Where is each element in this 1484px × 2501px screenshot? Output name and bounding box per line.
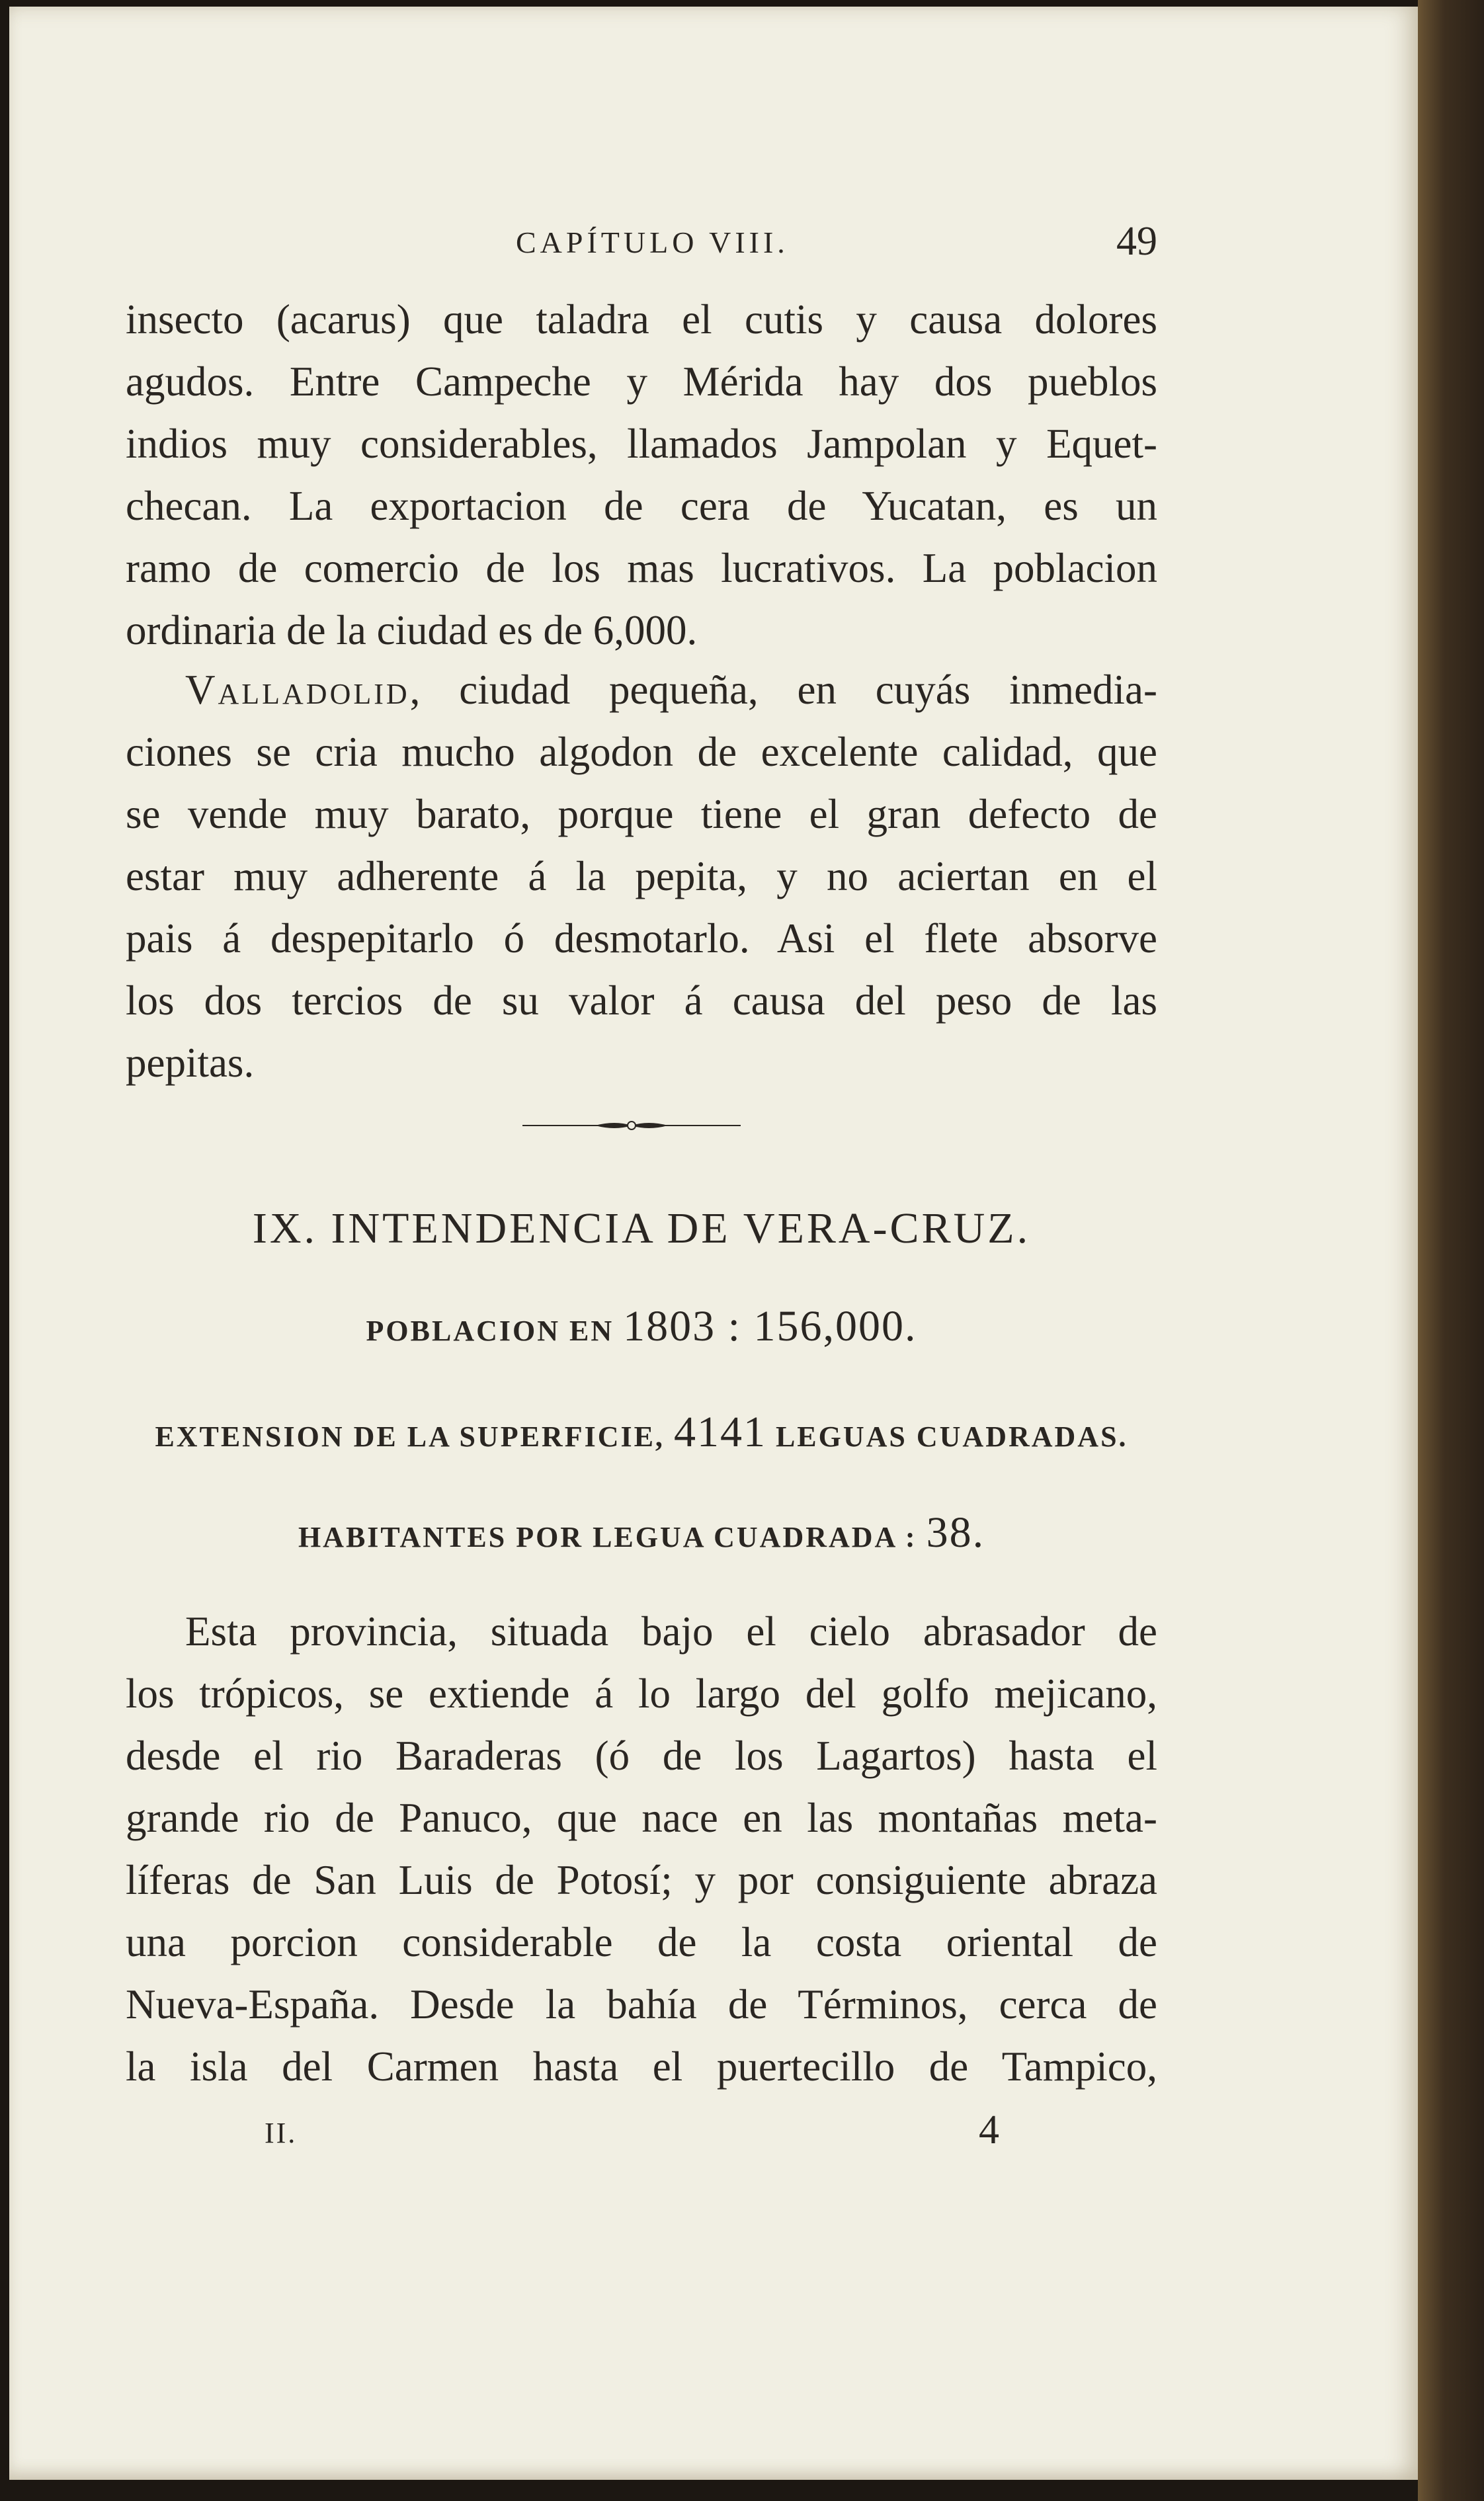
text-line: Nueva-España. Desde la bahía de Términos, cerca de [126,1981,1157,2028]
extension-value: 4141 [673,1408,766,1456]
text-line: los trópicos, se extiende á lo largo del golfo mejicano, [126,1670,1157,1717]
text-line: desde el rio Baraderas (ó de los Lagartos) hasta el [126,1733,1157,1779]
density-line [126,1508,1157,1558]
text-line: ordinaria de la ciudad es de 6,000. [126,607,698,653]
text-line: agudos. Entre Campeche y Mérida hay dos pueblos [126,358,1157,405]
population-label: POBLACION EN [366,1315,614,1347]
density-label: HABITANTES POR LEGUA CUADRADA : [298,1521,917,1553]
text-line: insecto (acarus) que taladra el cutis y causa dolores [126,296,1157,343]
text-line: pepitas. [126,1040,255,1086]
gathering-number: 4 [979,2108,999,2152]
text-line: Esta provincia, situada bajo el cielo abrasador de [185,1608,1157,1655]
population-line [126,1301,1157,1352]
text-line: se vende muy barato, porque tiene el gran defecto de [126,791,1157,837]
paragraph-veracruz [126,1600,1157,2098]
text-line: ciones se cria mucho algodon de excelente calidad, que [126,729,1157,775]
running-title: CAPÍTULO VIII. [516,226,789,259]
extension-label: EXTENSION DE LA SUPERFICIE, [155,1420,665,1453]
ornamental-divider [522,1118,741,1133]
text-fragment: , ciudad pequeña, en cuyás inmedia- [409,667,1157,713]
text-line: la isla del Carmen hasta el puertecillo de Tampico, [126,2043,1157,2090]
place-name-valladolid: Valladolid [185,667,410,713]
text-line: estar muy adherente á la pepita, y no aciertan en el [126,853,1157,899]
text-line: grande rio de Panuco, que nace en las montañas meta- [126,1795,1157,1841]
text-line: ramo de comercio de los mas lucrativos. La poblacion [126,545,1157,591]
section-heading: IX. INTENDENCIA DE VERA-CRUZ. [252,1204,1031,1252]
density-value: 38. [926,1508,985,1557]
text-line: indios muy considerables, llamados Jampolan y Equet- [126,421,1157,467]
population-value: 1803 : 156,000. [623,1302,917,1350]
paragraph-yucatan-continued [126,288,1157,661]
page-number: 49 [1116,219,1157,264]
text-line: pais á despepitarlo ó desmotarlo. Asi el flete absorve [126,915,1157,962]
paragraph-valladolid [126,659,1157,1094]
running-head [126,218,1157,271]
signature-mark: II. [265,2117,298,2149]
text-line [126,659,1157,721]
text-line: los dos tercios de su valor á causa del peso de las [126,977,1157,1024]
extension-unit: LEGUAS CUADRADAS. [775,1420,1128,1453]
book-spine-edge [1418,0,1484,2501]
text-line: líferas de San Luis de Potosí; y por consiguiente abraza [126,1857,1157,1903]
extension-line [99,1407,1184,1457]
text-line: checan. La exportacion de cera de Yucatan, es un [126,483,1157,529]
text-line: una porcion considerable de la costa oriental de [126,1919,1157,1965]
